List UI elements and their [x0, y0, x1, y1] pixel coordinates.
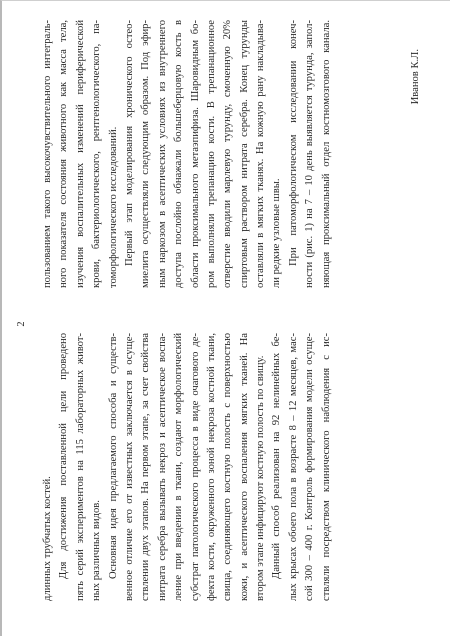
text-line: фекта кости, окруженного зоной некроза костной ткани, [205, 333, 217, 601]
text-line: оставляли в мягких тканях. На кожную рану накладыва- [255, 20, 267, 288]
text-line: ных различных видов. [91, 500, 103, 601]
text-column-right [40, 20, 335, 288]
text-line: пользованием такого высокочувствительного интеграль- [42, 20, 53, 288]
text-line: При патоморфологическом исследовании конеч- [287, 20, 299, 266]
text-line: спиртовым раствором нитрата серебра. Конец турунды [238, 20, 250, 288]
text-line: Основная идея предлагаемого способа и существ- [107, 333, 119, 579]
text-line: втором этапе инфицируют костную полость по свищу. [255, 355, 267, 601]
text-line: кожи, и асептического воспаления мягких тканей. На [238, 333, 250, 601]
text-line: лых крысах обоего пола в возрасте 8 – 12 месяцев, мас- [287, 333, 299, 601]
text-line: Первый этап моделирования хронического остео- [123, 20, 135, 266]
text-line: доступа послойно обнажали большеберцовую кость в [173, 20, 185, 288]
text-line: Для достижения поставленной цели проведено [58, 333, 70, 579]
text-line: томорфологического исследований. [107, 126, 119, 288]
text-line: сой 300 – 400 г. Контроль формирования модели осуще- [304, 333, 316, 601]
text-line: ного показателя состояния животного как масса тела, [58, 20, 70, 288]
text-line: ствляли посредством клинического наблюдения с ис- [320, 333, 332, 601]
author-signature: Иванов К.Л. [410, 49, 421, 105]
rotated-text-sheet [2, 1, 450, 637]
text-line: Данный способ реализован на 92 нелинейных бе- [271, 333, 283, 579]
text-line: венное отличие его от известных заключается в осуще- [123, 333, 135, 601]
text-column-left [40, 333, 335, 601]
text-line: ром выполняли трепанацию кости. В трепанационное [205, 20, 217, 288]
text-line: ности (рис. 1) на 7 – 10 день выявляется турунда, запол- [304, 20, 316, 288]
text-line: нитрата серебра вызывать некроз и асептическое воспа- [156, 333, 168, 601]
page-number: 2 [16, 321, 27, 327]
text-line: отверстие вводили марлевую турунду, смоченную 20% [222, 20, 234, 288]
text-line: изучения воспалительных изменений периферической [74, 20, 86, 288]
text-line: ление при введении в ткани, создают морфологический [173, 333, 185, 601]
text-line: миелита осуществляли следующим образом. Под эфир- [140, 20, 152, 288]
text-line: ли редкие узловые швы. [271, 178, 283, 288]
text-line: ствлении двух этапов. На первом этапе, за счет свойства [140, 333, 152, 601]
text-line: свища, соединяющего костную полость с поверхностью [222, 333, 234, 601]
text-line: ным наркозом в асептических условиях из внутреннего [156, 20, 168, 288]
text-line: области проксимального метаэпифиза. Шаровидным бо- [189, 20, 201, 288]
text-line: пять серий экспериментов на 115 лабораторных живот- [74, 333, 86, 601]
text-line: крови, бактериологического, рентгенологического, па- [91, 20, 103, 288]
text-line: няющая проксимальный отдел костномозгового канала. [320, 20, 332, 288]
text-line: субстрат патологического процесса в виде очагового де- [189, 333, 201, 601]
text-line: длинных трубчатых костей. [42, 476, 53, 601]
